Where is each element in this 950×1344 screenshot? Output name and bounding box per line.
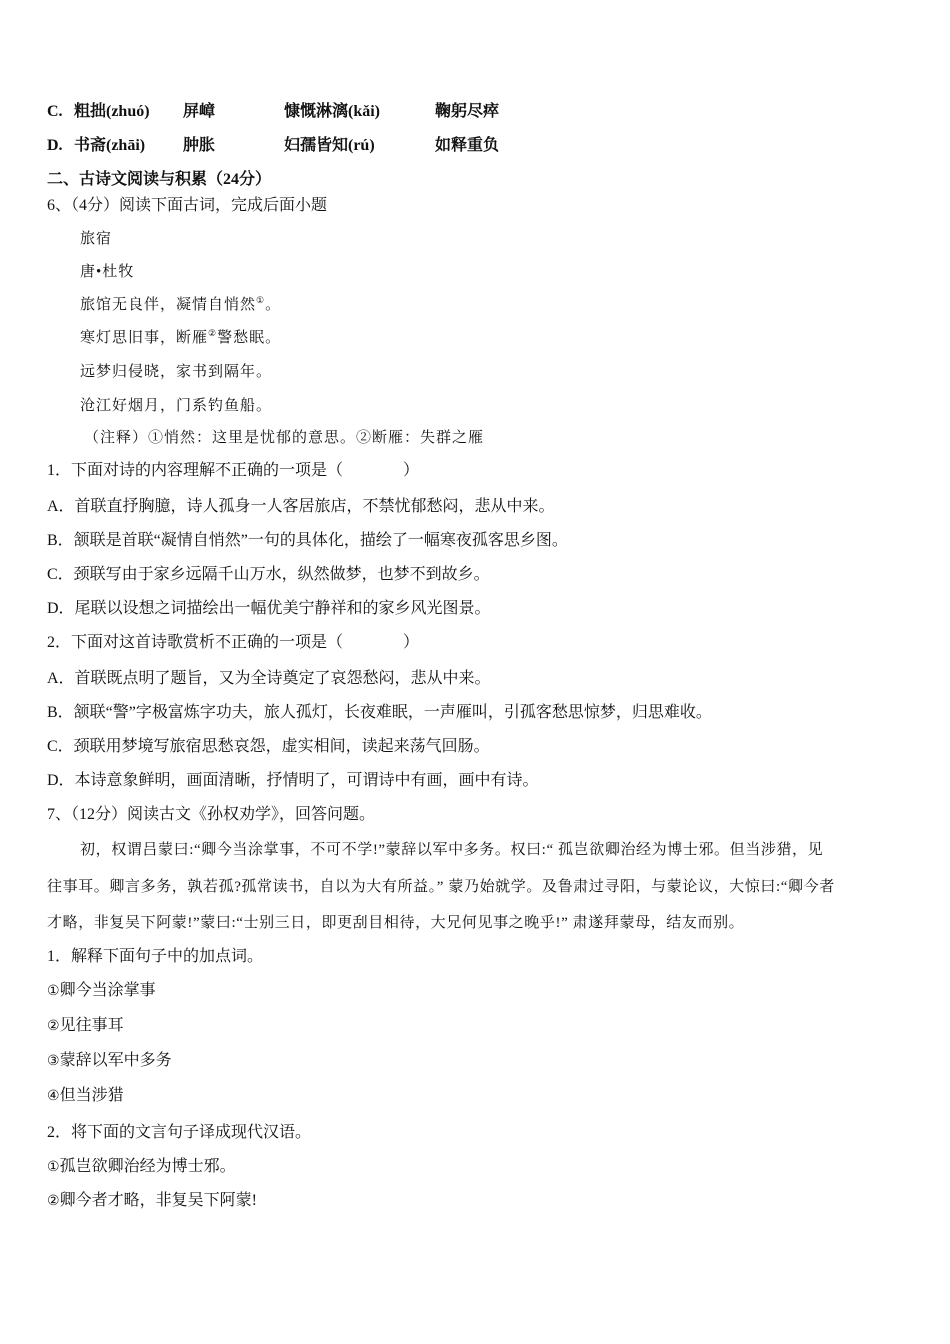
choice-d: D．尾联以设想之词描绘出一幅优美宁静祥和的家乡风光图景。 [47,600,491,617]
item-text: 孤岂欲卿治经为博士邪。 [59,1158,236,1175]
list-item [47,1191,257,1212]
list-item [47,1016,124,1037]
item-number: ② [47,1194,60,1209]
item-text: 但当涉猎 [59,1087,124,1104]
section-title: 二、古诗文阅读与积累（24分） [47,171,272,188]
list-item [47,1051,172,1072]
option-item: 粗拙(zhuó) [74,103,150,120]
item-number: ④ [47,1089,60,1104]
item-text: 卿今者才略，非复吴下阿蒙! [59,1192,257,1209]
option-letter: D. [47,137,63,154]
item-number: ② [47,1019,60,1034]
question-6-sub-2 [47,633,419,653]
choice-a: A．首联直抒胸臆，诗人孤身一人客居旅店，不禁忧郁愁闷，悲从中来。 [47,498,555,515]
option-item: 肿胀 [183,137,216,154]
choice-b: B．颔联“警”字极富炼字功夫，旅人孤灯，长夜难眠，一声雁叫，引孤客愁思惊梦，归思难收。 [47,704,712,721]
item-number: ① [47,984,60,999]
item-number: ③ [47,1054,60,1069]
poem-line-3: 远梦归侵晓，家书到隔年。 [80,364,273,380]
poem-line-text: 寒灯思旧事，断雁 [80,330,209,346]
question-stem-end: ） [403,634,420,651]
poem-line-2 [80,328,281,348]
item-text: 卿今当涂掌事 [59,982,156,999]
list-item [47,1157,236,1178]
footnote-mark: ① [256,295,266,305]
passage-line: 往事耳。卿言多务，孰若孤?孤常读书，自以为大有所益。” 蒙乃始就学。及鲁肃过寻阳，与蒙论议，大惊曰:“卿今者 [47,879,835,895]
poem-title: 旅宿 [80,231,113,247]
option-item: 屏嶂 [183,103,216,120]
question-6-sub-1 [47,461,419,481]
item-text: 蒙辞以军中多务 [59,1052,172,1069]
question-7-header: 7、（12分）阅读古文《孙权劝学》，回答问题。 [47,806,376,823]
passage-line: 才略，非复吴下阿蒙!”蒙曰:“士别三日，即更刮目相待，大兄何见事之晚乎!” 肃遂拜蒙母，结友而别。 [47,915,745,931]
question-stem: 2．下面对这首诗歌赏析不正确的一项是（ [47,634,344,651]
list-item [47,981,156,1002]
question-7-sub-2: 2．将下面的文言句子译成现代汉语。 [47,1124,312,1141]
list-item [47,1086,124,1107]
footnote-mark: ② [208,328,218,338]
poem-author: 唐•杜牧 [80,264,135,280]
choice-d: D．本诗意象鲜明，画面清晰，抒情明了，可谓诗中有画，画中有诗。 [47,772,539,789]
passage-line: 初，权谓吕蒙曰:“卿今当涂掌事，不可不学!”蒙辞以军中多务。权曰:“ 孤岂欲卿治经为博士邪。但当涉猎，见 [80,842,824,858]
option-item: 书斋(zhāi) [74,137,146,154]
option-item: 慷慨淋漓(kǎi) [284,103,381,120]
choice-c: C．颈联用梦境写旅宿思愁哀怨，虚实相间，读起来荡气回肠。 [47,738,490,755]
choice-b: B．颔联是首联“凝情自悄然”一句的具体化，描绘了一幅寒夜孤客思乡图。 [47,532,568,549]
choice-c: C．颈联写由于家乡远隔千山万水，纵然做梦，也梦不到故乡。 [47,566,490,583]
item-number: ① [47,1160,60,1175]
poem-line-text: 旅馆无良伴，凝情自悄然 [80,297,257,313]
question-stem-end: ） [403,462,420,479]
option-item: 妇孺皆知(rú) [284,137,375,154]
option-item: 鞠躬尽瘁 [435,103,500,120]
question-7-sub-1: 1．解释下面句子中的加点词。 [47,948,264,965]
question-6-header: 6、（4分）阅读下面古词，完成后面小题 [47,197,328,214]
poem-note: （注释）①悄然：这里是忧郁的意思。②断雁：失群之雁 [84,430,485,446]
option-letter: C. [47,103,63,120]
question-stem: 1．下面对诗的内容理解不正确的一项是（ [47,462,344,479]
poem-line-text: 。 [265,297,282,313]
poem-line-4: 沧江好烟月，门系钓鱼船。 [80,398,273,414]
poem-line-text: 警愁眠。 [217,330,282,346]
choice-a: A．首联既点明了题旨，又为全诗奠定了哀怨愁闷，悲从中来。 [47,670,491,687]
item-text: 见往事耳 [59,1017,124,1034]
poem-line-1 [80,295,281,315]
option-item: 如释重负 [435,137,500,154]
